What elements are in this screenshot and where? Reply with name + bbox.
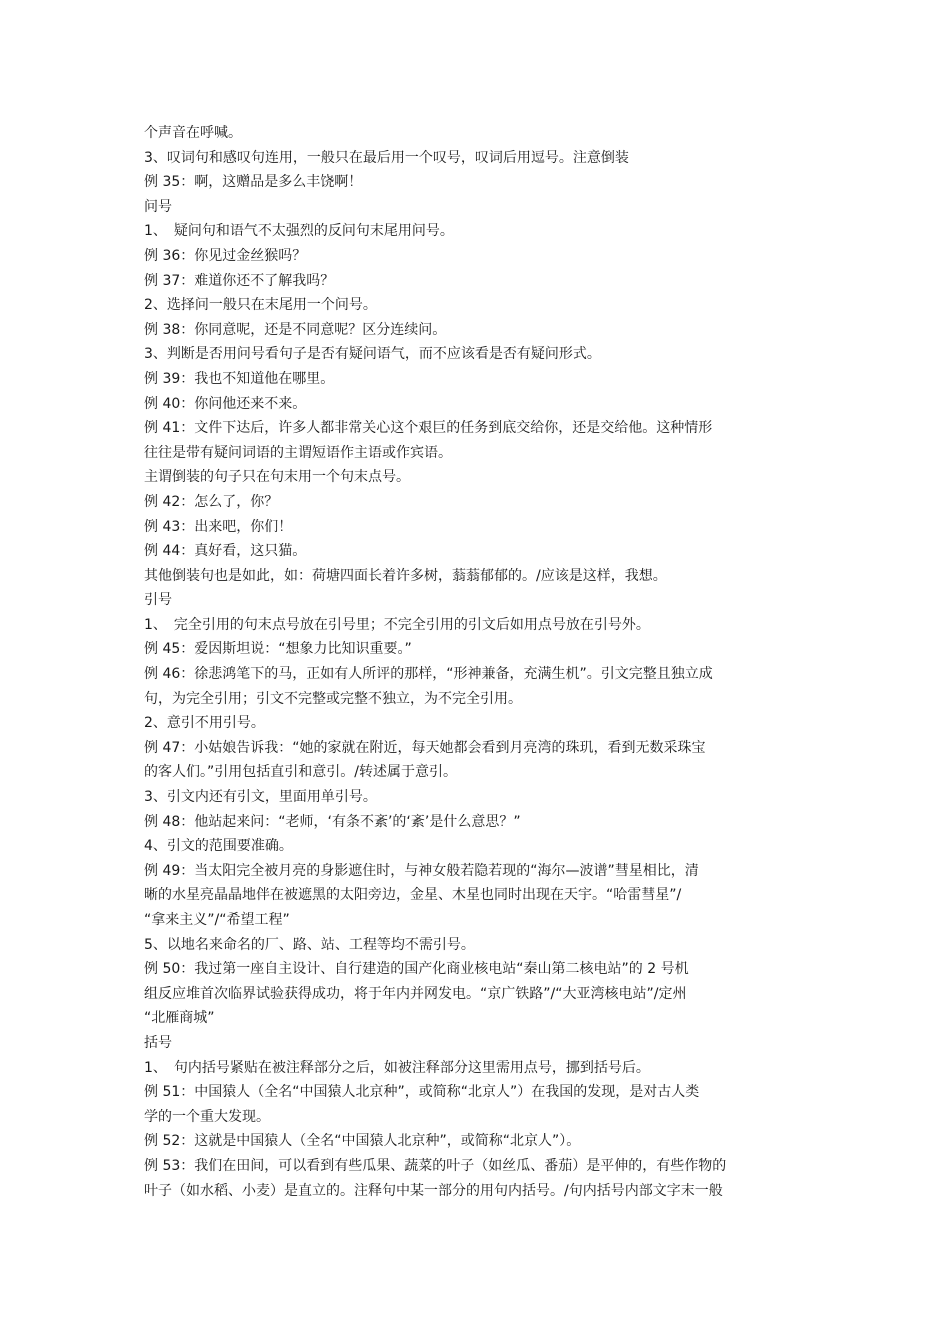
text-line: 例 42：怎么了，你？ [144,493,279,510]
text-line: 例 50：我过第一座自主设计、自行建造的国产化商业核电站“秦山第二核电站”的 2 号机 [144,961,689,978]
text-line: 学的一个重大发现。 [144,1108,270,1125]
text-line: 1、 完全引用的句末点号放在引号里；不完全引用的引文后如用点号放在引号外。 [144,616,650,633]
text-line: 1、 疑问句和语气不太强烈的反问句末尾用问号。 [144,223,454,240]
text-line: 例 41：文件下达后，许多人都非常关心这个艰巨的任务到底交给你，还是交给他。这种情形 [144,420,713,437]
text-line: 例 46：徐悲鸿笔下的马，正如有人所评的那样，“形神兼备，充满生机”。引文完整且独立成 [144,666,713,683]
text-line: 例 48：他站起来问：“老师，‘有条不紊’的‘紊’是什么意思？” [144,813,521,830]
text-line: 例 45：爱因斯坦说：“想象力比知识重要。” [144,641,412,658]
section-heading: 括号 [144,1034,172,1051]
text-line: 3、判断是否用问号看句子是否有疑问语气，而不应该看是否有疑问形式。 [144,346,601,363]
text-line: 例 52：这就是中国猿人（全名“中国猿人北京种”，或简称“北京人”）。 [144,1133,581,1150]
document-body [144,121,812,1203]
text-line: 主谓倒装的句子只在句末用一个句末点号。 [144,469,410,486]
text-line: “北雁商城” [144,1010,215,1027]
text-line: 例 43：出来吧，你们！ [144,518,293,535]
text-line: 3、引文内还有引文，里面用单引号。 [144,789,377,806]
text-line: 4、引文的范围要准确。 [144,838,293,855]
text-line: 例 38：你同意呢，还是不同意呢？区分连续问。 [144,321,447,338]
section-heading: 问号 [144,198,172,215]
text-line: 往往是带有疑问词语的主谓短语作主语或作宾语。 [144,444,452,461]
text-line: 晰的水星亮晶晶地伴在被遮黑的太阳旁边，金星、木星也同时出现在天宇。“哈雷彗星”/ [144,887,682,904]
text-line: 例 35：啊，这赠品是多么丰饶啊！ [144,174,363,191]
text-line: 句，为完全引用；引文不完整或完整不独立，为不完全引用。 [144,690,522,707]
text-line: 3、叹词句和感叹句连用，一般只在最后用一个叹号，叹词后用逗号。注意倒装 [144,149,629,166]
text-line: 个声音在呼喊。 [144,125,242,141]
text-line: 例 40：你问他还来不来。 [144,395,307,412]
text-line: 例 49：当太阳完全被月亮的身影遮住时，与神女般若隐若现的“海尔—波谱”彗星相比，清 [144,862,699,879]
text-line: 2、意引不用引号。 [144,715,265,732]
text-line: 例 53：我们在田间，可以看到有些瓜果、蔬菜的叶子（如丝瓜、番茄）是平伸的，有些作物的 [144,1157,727,1174]
text-line: 例 36：你见过金丝猴吗？ [144,247,307,264]
text-line: 例 51：中国猿人（全名“中国猿人北京种”，或简称“北京人”）在我国的发现，是对古人类 [144,1084,700,1101]
text-line: 5、以地名来命名的厂、路、站、工程等均不需引号。 [144,936,475,953]
text-line: 叶子（如水稻、小麦）是直立的。注释句中某一部分的用句内括号。/句内括号内部文字末一般 [144,1182,723,1199]
text-line: 例 37：难道你还不了解我吗？ [144,272,335,289]
text-line: 组反应堆首次临界试验获得成功，将于年内并网发电。“京广铁路”/“大亚湾核电站”/定州 [144,985,687,1002]
text-line: 例 39：我也不知道他在哪里。 [144,370,335,387]
text-line: 例 47：小姑娘告诉我：“她的家就在附近，每天她都会看到月亮湾的珠玑，看到无数采珠宝 [144,739,706,756]
section-heading: 引号 [144,592,172,609]
text-line: 1、 句内括号紧贴在被注释部分之后，如被注释部分这里需用点号，挪到括号后。 [144,1059,650,1076]
text-line: “拿来主义”/“希望工程” [144,912,290,928]
text-line: 的客人们。”引用包括直引和意引。/转述属于意引。 [144,764,457,781]
text-line: 其他倒装句也是如此，如：荷塘四面长着许多树，蓊蓊郁郁的。/应该是这样，我想。 [144,567,667,584]
text-line: 例 44：真好看，这只猫。 [144,543,307,560]
text-line: 2、选择问一般只在末尾用一个问号。 [144,297,377,314]
